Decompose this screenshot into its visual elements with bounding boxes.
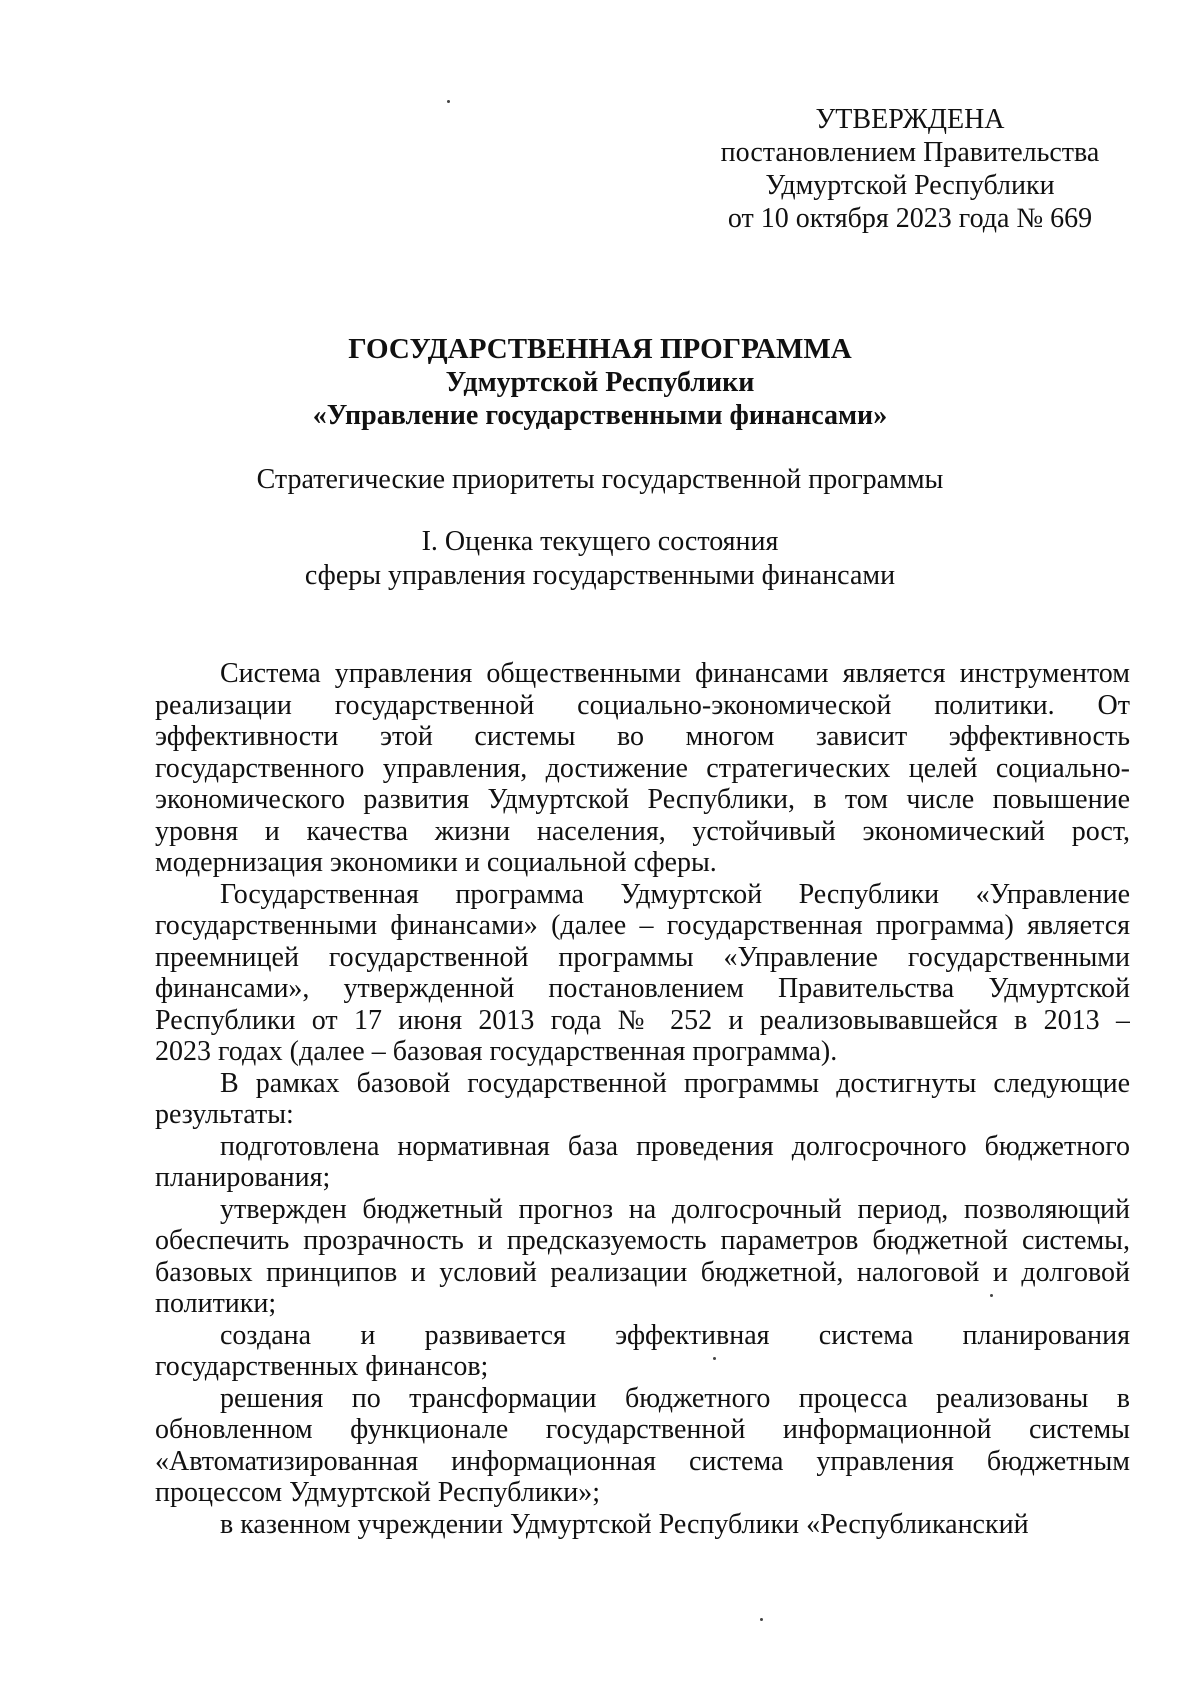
paragraph-line: Республики от 17 июня 2013 года № 252 и реализовывавшейся в 2013 – — [155, 1004, 1130, 1036]
paragraph-line: подготовлена нормативная база проведения долгосрочного бюджетного — [220, 1130, 1130, 1162]
paragraph — [155, 658, 1130, 879]
paragraph-line: обеспечить прозрачность и предсказуемость параметров бюджетной системы, — [155, 1225, 1130, 1256]
paragraph — [155, 1383, 1130, 1509]
paragraph-line: реализации государственной социально-экономической политики. От — [155, 689, 1130, 721]
paragraph-line: модернизация экономики и социальной сферы. — [155, 847, 717, 878]
paragraph-line: политики; — [155, 1288, 277, 1319]
approval-line: УТВЕРЖДЕНА — [815, 104, 1005, 135]
approval-stamp — [700, 103, 1120, 235]
body-text — [155, 658, 1130, 1540]
title-region: Удмуртской Республики — [445, 367, 755, 398]
paragraph-line: эффективности этой системы во многом зависит эффективность — [155, 721, 1130, 752]
paragraph-line: планирования; — [155, 1162, 331, 1193]
paragraph-line: 2023 годах (далее – базовая государственная программа). — [155, 1036, 838, 1067]
section-heading-line: сферы управления государственными финансами — [304, 560, 896, 591]
paragraph-line: результаты: — [155, 1099, 294, 1130]
paragraph-line: обновленном функционале государственной информационной системы — [155, 1414, 1130, 1445]
paragraph-line: государственного управления, достижение стратегических целей социально- — [155, 752, 1130, 784]
paragraph-line: уровня и качества жизни населения, устойчивый экономический рост, — [155, 815, 1130, 847]
paragraph-line: базовых принципов и условий реализации бюджетной, налоговой и долговой — [155, 1256, 1130, 1288]
paragraph-line: «Автоматизированная информационная система управления бюджетным — [155, 1445, 1130, 1477]
section-heading — [0, 525, 1200, 593]
paragraph-line: государственных финансов; — [155, 1351, 489, 1382]
paragraph — [155, 879, 1130, 1068]
paragraph — [155, 1320, 1130, 1383]
approval-line: Удмуртской Республики — [765, 170, 1055, 201]
paragraph-line: Государственная программа Удмуртской Республики «Управление — [220, 878, 1130, 910]
paragraph-line: в казенном учреждении Удмуртской Республики «Республиканский — [220, 1508, 1029, 1540]
title-program-name: «Управление государственными финансами» — [312, 400, 888, 431]
approval-line: постановлением Правительства — [720, 137, 1100, 168]
paragraph-line: государственными финансами» (далее – государственная программа) является — [155, 910, 1130, 941]
paragraph — [155, 1131, 1130, 1194]
paragraph-line: преемницей государственной программы «Управление государственными — [155, 941, 1130, 973]
title-main: ГОСУДАРСТВЕННАЯ ПРОГРАММА — [348, 333, 852, 365]
paragraph-line: процессом Удмуртской Республики»; — [155, 1477, 601, 1508]
paragraph-line: экономического развития Удмуртской Республики, в том числе повышение — [155, 784, 1130, 815]
paragraph-line: создана и развивается эффективная система планирования — [220, 1319, 1130, 1351]
paragraph-line: решения по трансформации бюджетного процесса реализованы в — [220, 1382, 1130, 1414]
paragraph — [155, 1194, 1130, 1320]
scan-speck — [990, 1294, 993, 1297]
paragraph-line: Система управления общественными финансами является инструментом — [220, 658, 1130, 689]
document-subtitle: Стратегические приоритеты государственной программы — [256, 464, 944, 495]
section-heading-line: I. Оценка текущего состояния — [421, 526, 779, 557]
paragraph — [155, 1068, 1130, 1131]
paragraph — [155, 1509, 1130, 1541]
scan-speck — [760, 1618, 763, 1621]
document-title — [0, 333, 1200, 432]
scan-speck — [713, 1357, 716, 1360]
paragraph-line: утвержден бюджетный прогноз на долгосрочный период, позволяющий — [220, 1193, 1130, 1225]
approval-line: от 10 октября 2023 года № 669 — [727, 203, 1093, 234]
paragraph-line: В рамках базовой государственной программы достигнуты следующие — [220, 1067, 1130, 1099]
scan-speck — [447, 100, 450, 103]
paragraph-line: финансами», утвержденной постановлением Правительства Удмуртской — [155, 973, 1130, 1004]
